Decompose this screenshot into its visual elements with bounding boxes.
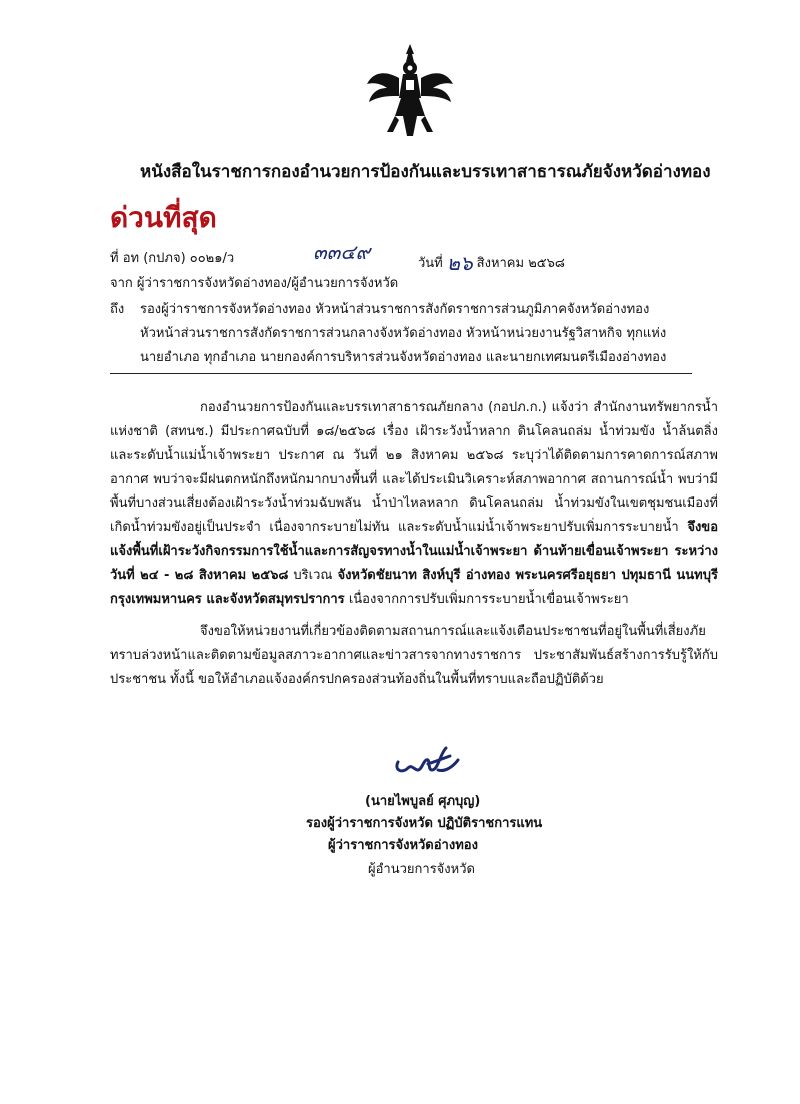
to-line: นายอำเภอ ทุกอำเภอ นายกองค์การบริหารส่วนจังหวัดอ่างทอง และนายกเทศมนตรีเมืองอ่างทอง	[140, 350, 667, 365]
p2-text: จึงขอให้หน่วยงานที่เกี่ยวข้องติดตามสถานการณ์และแจ้งเตือนประชาชนที่อยู่ในพื้นที่เสี่ยงภัยทราบล่วงหน้าและติดตามข้อมูลสภาวะอากาศและข่าวสารจากทางราชการ ประชาสัมพันธ์สร้างการรับรู้ให้กับประชาชน ทั้งนี้ ขอให้อำเภอแจ้งองค์กรปกครองส่วนท้องถิ่นในพื้นที่ทราบและถือปฏิบัติด้วย	[110, 624, 718, 687]
p1-text: กองอำนวยการป้องกันและบรรเทาสาธารณภัยกลาง (กอปภ.ก.) แจ้งว่า สำนักงานทรัพยากรน้ำแห่งชาติ (สทนช.) มีประกาศฉบับที่ ๑๘/๒๕๖๘ เรื่อง เฝ้าระวังน้ำหลาก ดินโคลนถล่ม น้ำท่วมขัง น้ำล้นตลิ่ง และระดับน้ำแม่น้ำเจ้าพระยา ประกาศ ณ วันที่ ๒๑ สิงหาคม ๒๕๖๘ ระบุว่าได้ติดตามการคาดการณ์สภาพอากาศ พบว่าจะมีฝนตกหนักถึงหนักมากบางพื้นที่ และได้ประเมินวิเคราะห์สภาพอากาศ สถานการณ์น้ำ พบว่ามีพื้นที่บางส่วนเสี่ยงต้องเฝ้าระวังน้ำท่วมฉับพลัน น้ำป่าไหลหลาก ดินโคลนถล่ม น้ำท่วมขังในเขตชุมชนเมืองที่เกิดน้ำท่วมขังอยู่เป็นประจำ เนื่องจากระบายไม่ทัน และระดับน้ำแม่น้ำเจ้าพระยาปรับเพิ่มการระบายน้ำ	[110, 400, 718, 535]
p1-end: เนื่องจากการปรับเพิ่มการระบายน้ำเขื่อนเจ้าพระยา	[348, 592, 629, 607]
document-number-prefix: ที่ อท (กปภจ) ๐๐๒๑/ว	[110, 251, 235, 266]
urgency-label: ด่วนที่สุด	[110, 201, 217, 234]
to-label: ถึง	[110, 302, 125, 317]
from-line: จาก ผู้ว่าราชการจังหวัดอ่างทอง/ผู้อำนวยการจังหวัด	[110, 276, 399, 291]
document-number-handwritten: ๓๓๔๙	[313, 240, 371, 264]
date-day-handwritten: ๒๖	[446, 251, 473, 275]
p1-bold-notice: จึงขอแจ้งพื้นที่เฝ้าระวังกิจกรรมการใช้น้ำและการสัญจรทางน้ำในแม่น้ำเจ้าพระยา ด้านท้ายเขื่อนเจ้าพระยา ระหว่างวันที่ ๒๔ - ๒๘ สิงหาคม ๒๕๖๘	[110, 520, 719, 583]
signatory-name: (นายไพบูลย์ ศุภบุญ)	[365, 794, 481, 809]
date-rest: สิงหาคม ๒๕๖๘	[476, 256, 565, 271]
document-number	[110, 247, 234, 268]
body-paragraph-2	[110, 620, 718, 692]
garuda-emblem-icon	[365, 40, 455, 140]
p1-bold-provinces: จังหวัดชัยนาท สิงห์บุรี อ่างทอง พระนครศรีอยุธยา ปทุมธานี นนทบุรีกรุงเทพมหานคร และจังหวัดสมุทรปราการ	[110, 568, 718, 607]
signatory-position: รองผู้ว่าราชการจังหวัด ปฏิบัติราชการแทน	[306, 816, 543, 831]
body-paragraph-1	[110, 396, 718, 612]
date-prefix: วันที่	[418, 256, 443, 271]
document-date	[418, 247, 565, 279]
signatory-position: ผู้ว่าราชการจังหวัดอ่างทอง	[328, 838, 478, 853]
to-line: หัวหน้าส่วนราชการสังกัดราชการส่วนกลางจังหวัดอ่างทอง หัวหน้าหน่วยงานรัฐวิสาหกิจ ทุกแห่ง	[140, 326, 667, 341]
signatory-position: ผู้อำนวยการจังหวัด	[368, 862, 475, 877]
to-line: รองผู้ว่าราชการจังหวัดอ่างทอง หัวหน้าส่วนราชการสังกัดราชการส่วนภูมิภาคจังหวัดอ่างทอง	[140, 302, 650, 317]
handwritten-signature-icon	[392, 740, 472, 780]
document-title: หนังสือในราชการกองอำนวยการป้องกันและบรรเทาสาธารณภัยจังหวัดอ่างทอง	[140, 162, 711, 182]
p1-mid: บริเวณ	[293, 568, 333, 583]
header-divider	[110, 373, 692, 374]
